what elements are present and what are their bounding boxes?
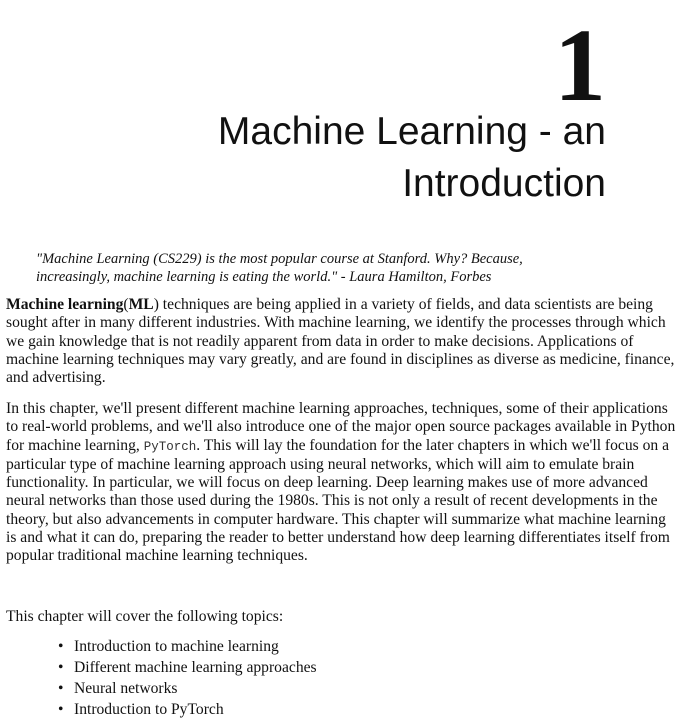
code-pytorch: PyTorch bbox=[143, 439, 197, 454]
topics-list bbox=[56, 636, 317, 720]
chapter-overview-paragraph bbox=[6, 400, 676, 566]
epigraph-line-2: increasingly, machine learning is eating the world." - Laura Hamilton, Forbes bbox=[36, 269, 492, 285]
bold-term-ml: ML bbox=[128, 296, 154, 313]
epigraph-line-1: "Machine Learning (CS229) is the most popular course at Stanford. Why? Because, bbox=[36, 251, 523, 267]
bullet-icon: • bbox=[58, 659, 64, 676]
epigraph-quote bbox=[36, 250, 656, 286]
bullet-icon: • bbox=[58, 701, 64, 718]
list-item bbox=[56, 636, 317, 657]
list-item-text: Introduction to machine learning bbox=[74, 638, 279, 655]
paren-open: ( bbox=[123, 296, 129, 313]
chapter-title-line-2: Introduction bbox=[402, 162, 606, 205]
list-item bbox=[56, 699, 317, 720]
overview-text-before-code: In this chapter, we'll present different machine learning approaches, techniques, some of their applications to real-world problems, and we'll also introduce one of the major open source packages available in Python for machine learning, bbox=[6, 400, 676, 454]
topics-intro-paragraph: This chapter will cover the following topics: bbox=[6, 608, 284, 625]
list-item bbox=[56, 657, 317, 678]
chapter-title bbox=[46, 106, 606, 210]
bold-term-machine-learning: Machine learning bbox=[6, 296, 124, 313]
list-item bbox=[56, 678, 317, 699]
intro-paragraph bbox=[6, 296, 676, 387]
list-item-text: Neural networks bbox=[74, 680, 178, 697]
chapter-title-line-1: Machine Learning - an bbox=[217, 110, 606, 153]
bullet-icon: • bbox=[58, 638, 64, 655]
bullet-icon: • bbox=[58, 680, 64, 697]
list-item-text: Introduction to PyTorch bbox=[74, 701, 224, 718]
chapter-number: 1 bbox=[554, 8, 606, 123]
list-item-text: Different machine learning approaches bbox=[74, 659, 317, 676]
overview-text-after-code: . This will lay the foundation for the later chapters in which we'll focus on a particular type of machine learning approach using neural networks, which will aim to emulate brain functionality. In particular, we will focus on deep learning. Deep learning makes use of more advanced neural networks than those used during the 1980s. This is not only a result of recent developments in the theory, but also advancements in computer hardware. This chapter will summarize what machine learning is and what it can do, preparing the reader to better understand how deep learning differentiates itself from popular traditional machine learning techniques. bbox=[6, 436, 670, 565]
intro-paragraph-text: ) techniques are being applied in a variety of fields, and data scientists are being sought after in many different industries. With machine learning, we identify the processes through which we gain knowledge that is not readily apparent from data in order to make decisions. Applications of machine learning techniques may vary greatly, and are found in disciplines as diverse as medicine, finance, and advertising. bbox=[6, 296, 675, 387]
